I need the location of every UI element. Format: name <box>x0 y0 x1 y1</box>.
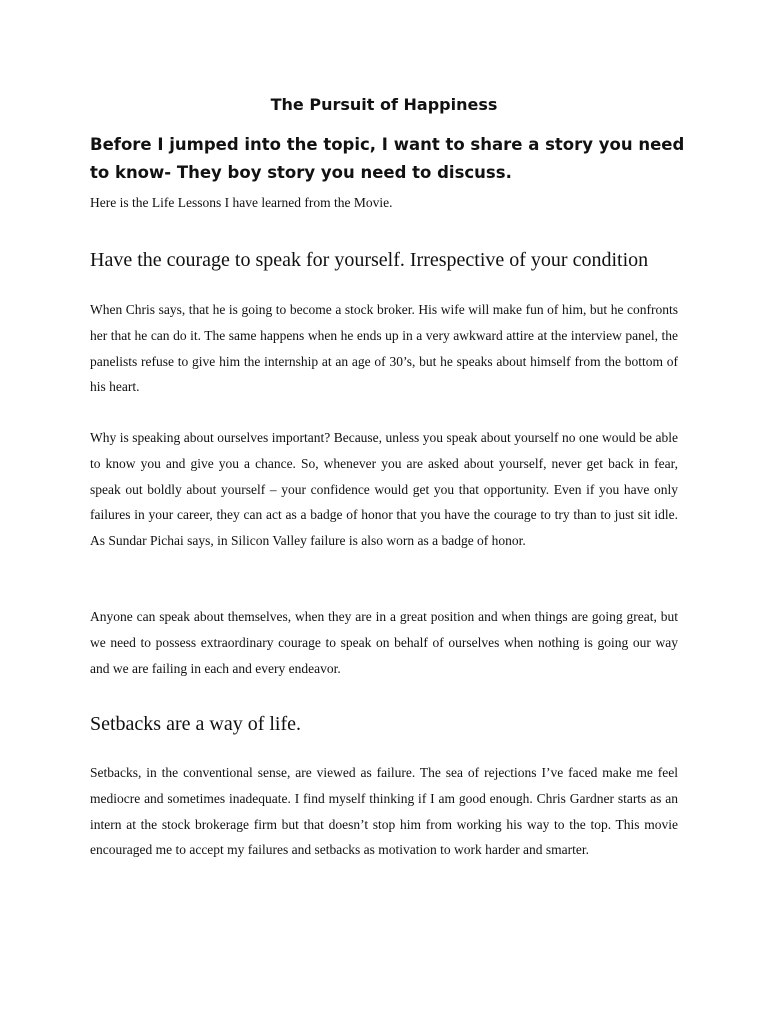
section-heading-setbacks: Setbacks are a way of life. <box>90 713 302 735</box>
paragraph: Why is speaking about ourselves important? Because, unless you speak about yourself no one would be able to know you and give you a chance. So, whenever you are asked about yourself, never get back in fear, speak out boldly about yourself – your confidence would get you that opportunity. Even if you have only failures in your career, they can act as a badge of honor that you have the courage to try than to just sit idle. As Sundar Pichai says, in Silicon Valley failure is also worn as a badge of honor. <box>90 430 678 549</box>
paragraph: Setbacks, in the conventional sense, are viewed as failure. The sea of rejections I’ve faced make me feel mediocre and sometimes inadequate. I find myself thinking if I am good enough. Chris Gardner starts as an intern at the stock brokerage firm but that doesn’t stop him from working his way to the top. This movie encouraged me to accept my failures and setbacks as motivation to work harder and smarter. <box>90 765 678 858</box>
paragraph: Anyone can speak about themselves, when they are in a great position and when things are going great, but we need to possess extraordinary courage to speak on behalf of ourselves when nothing is going our way and we are failing in each and every endeavor. <box>90 609 678 676</box>
paragraph: When Chris says, that he is going to become a stock broker. His wife will make fun of him, but he confronts her that he can do it. The same happens when he ends up in a very awkward attire at the interview panel, the panelists refuse to give him the internship at an age of 30’s, but he speaks about himself from the bottom of his heart. <box>90 302 678 395</box>
intro-text: Here is the Life Lessons I have learned from the Movie. <box>90 195 393 210</box>
document-subtitle: Before I jumped into the topic, I want to share a story you need to know- They boy story you need to discuss. <box>90 135 685 182</box>
section-heading-courage: Have the courage to speak for yourself. Irrespective of your condition <box>90 249 649 271</box>
document-title: The Pursuit of Happiness <box>270 95 498 114</box>
